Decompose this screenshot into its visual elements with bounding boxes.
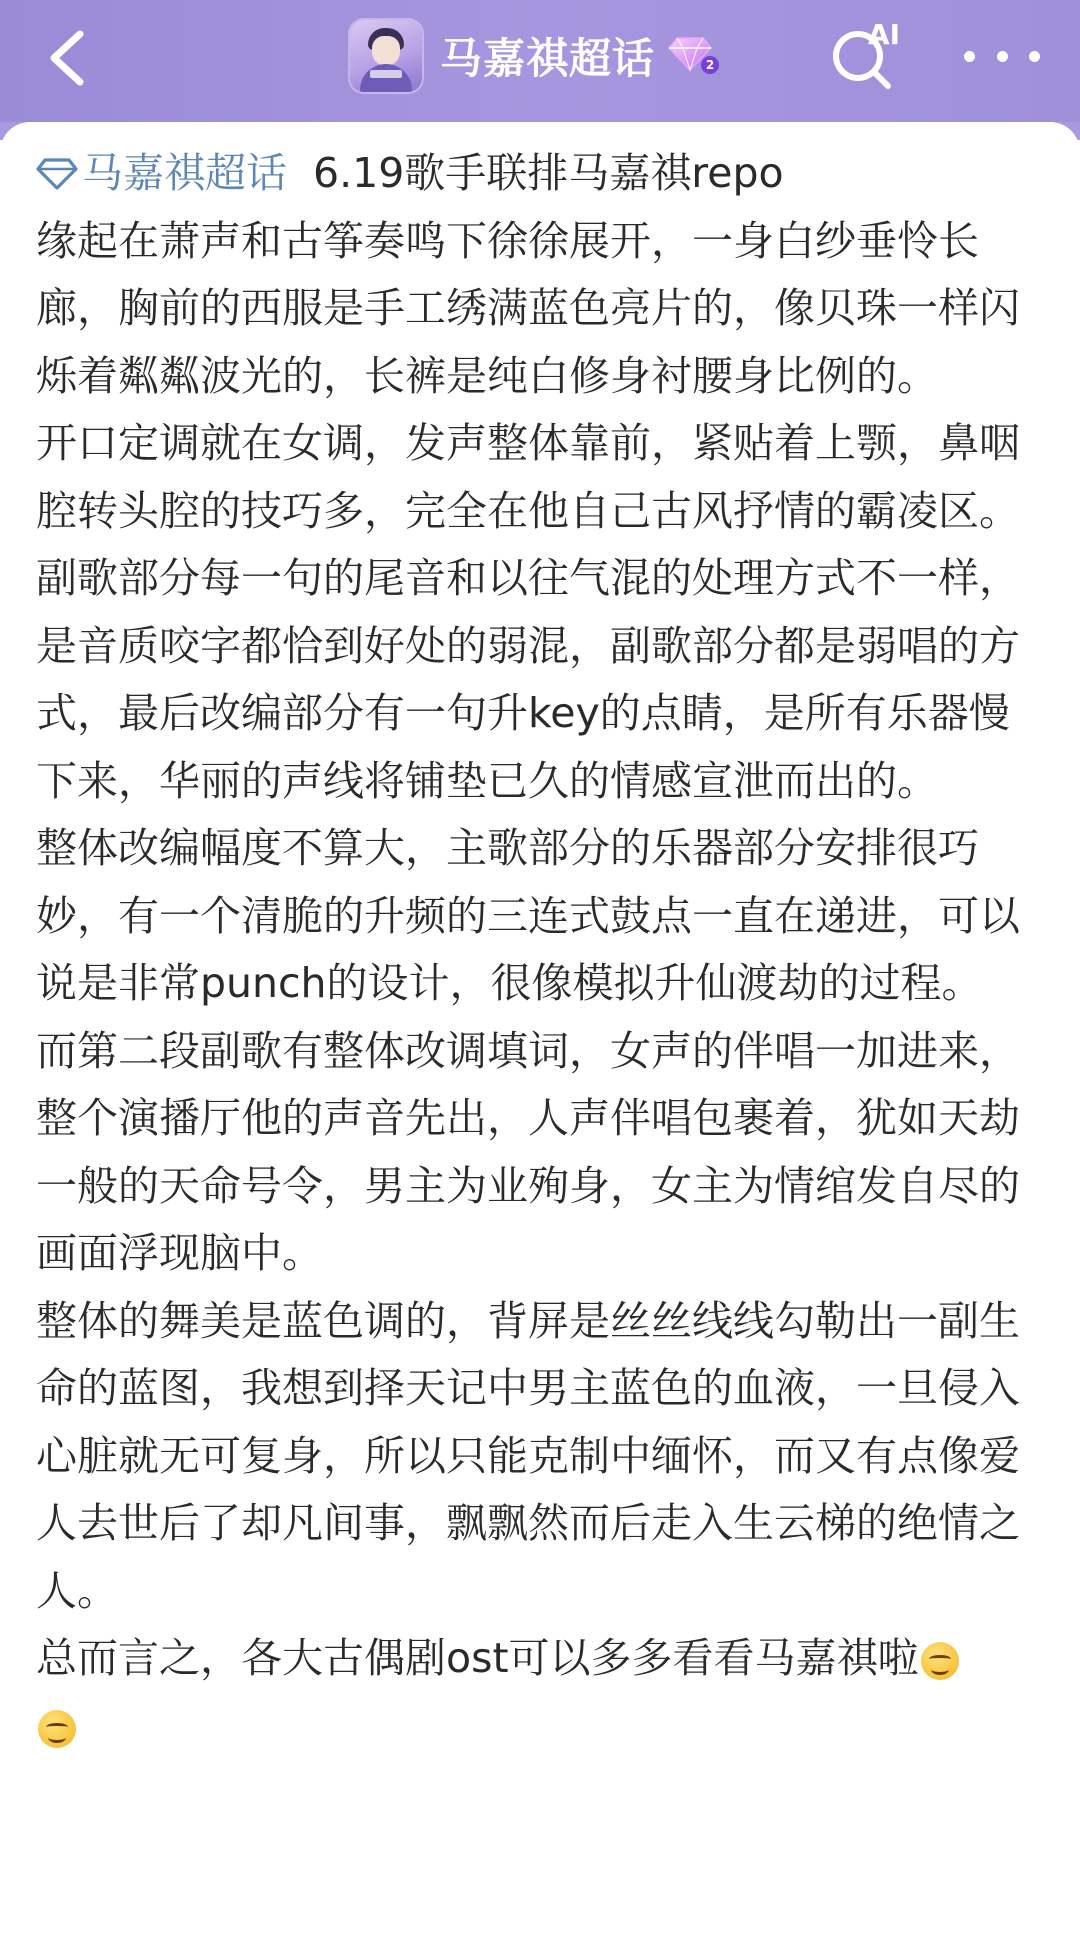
more-button[interactable] bbox=[964, 36, 1040, 76]
post-header-line bbox=[36, 140, 1046, 208]
paragraph-4: 而第二段副歌有整体改调填词，女声的伴唱一加进来，整个演播厅他的声音先出，人声伴唱包裹着，犹如天劫一般的天命号令，男主为业殉身，女主为情绾发自尽的画面浮现脑中。 bbox=[36, 1026, 1020, 1277]
avatar[interactable] bbox=[350, 20, 422, 92]
ai-label: AI bbox=[867, 18, 900, 51]
page-title: 马嘉祺超话 bbox=[440, 34, 656, 83]
gem-level-icon bbox=[667, 36, 719, 76]
post-content bbox=[36, 140, 1046, 1760]
more-icon bbox=[964, 51, 975, 62]
topic-link[interactable] bbox=[36, 140, 287, 208]
paragraph-3: 整体改编幅度不算大，主歌部分的乐器部分安排很巧妙，有一个清脆的升频的三连式鼓点一直在递进，可以说是非常punch的设计，很像模拟升仙渡劫的过程。 bbox=[36, 824, 1020, 1007]
top-navigation-bar bbox=[0, 0, 1080, 122]
paragraph-1: 缘起在萧声和古筝奏鸣下徐徐展开，一身白纱垂怜长廊，胸前的西服是手工绣满蓝色亮片的，像贝珠一样闪烁着粼粼波光的，长裤是纯白修身衬腰身比例的。 bbox=[36, 216, 1020, 400]
post-headline: 6.19歌手联排马嘉祺repo bbox=[313, 149, 784, 197]
back-arrow-icon bbox=[46, 28, 90, 88]
grin-emoji-icon bbox=[38, 1710, 76, 1748]
supertopic-header[interactable] bbox=[350, 18, 719, 94]
level-badge: 2 bbox=[701, 56, 719, 74]
paragraph-6 bbox=[36, 1625, 1046, 1760]
paragraph-2: 开口定调就在女调，发声整体靠前，紧贴着上颚，鼻咽腔转头腔的技巧多，完全在他自己古风抒情的霸凌区。副歌部分每一句的尾音和以往气混的处理方式不一样，是音质咬字都恰到好处的弱混，副歌部分都是弱唱的方式，最后改编部分有一句升key的点睛，是所有乐器慢下来，华丽的声线将铺垫已久的情感宣泄而出的。 bbox=[36, 419, 1020, 805]
topic-name: 马嘉祺超话 bbox=[82, 149, 287, 197]
ai-search-button[interactable] bbox=[826, 14, 906, 94]
paragraph-5: 整体的舞美是蓝色调的，背屏是丝丝线线勾勒出一副生命的蓝图，我想到择天记中男主蓝色的血液，一旦侵入心脏就无可复身，所以只能克制中缅怀，而又有点像爱人去世后了却凡间事，飘飘然而后走入生云梯的绝情之人。 bbox=[36, 1296, 1020, 1615]
diamond-icon bbox=[36, 156, 78, 192]
grin-emoji-icon bbox=[921, 1642, 959, 1680]
paragraph-6-text: 总而言之，各大古偶剧ost可以多多看看马嘉祺啦 bbox=[36, 1634, 919, 1682]
back-button[interactable] bbox=[28, 18, 108, 98]
